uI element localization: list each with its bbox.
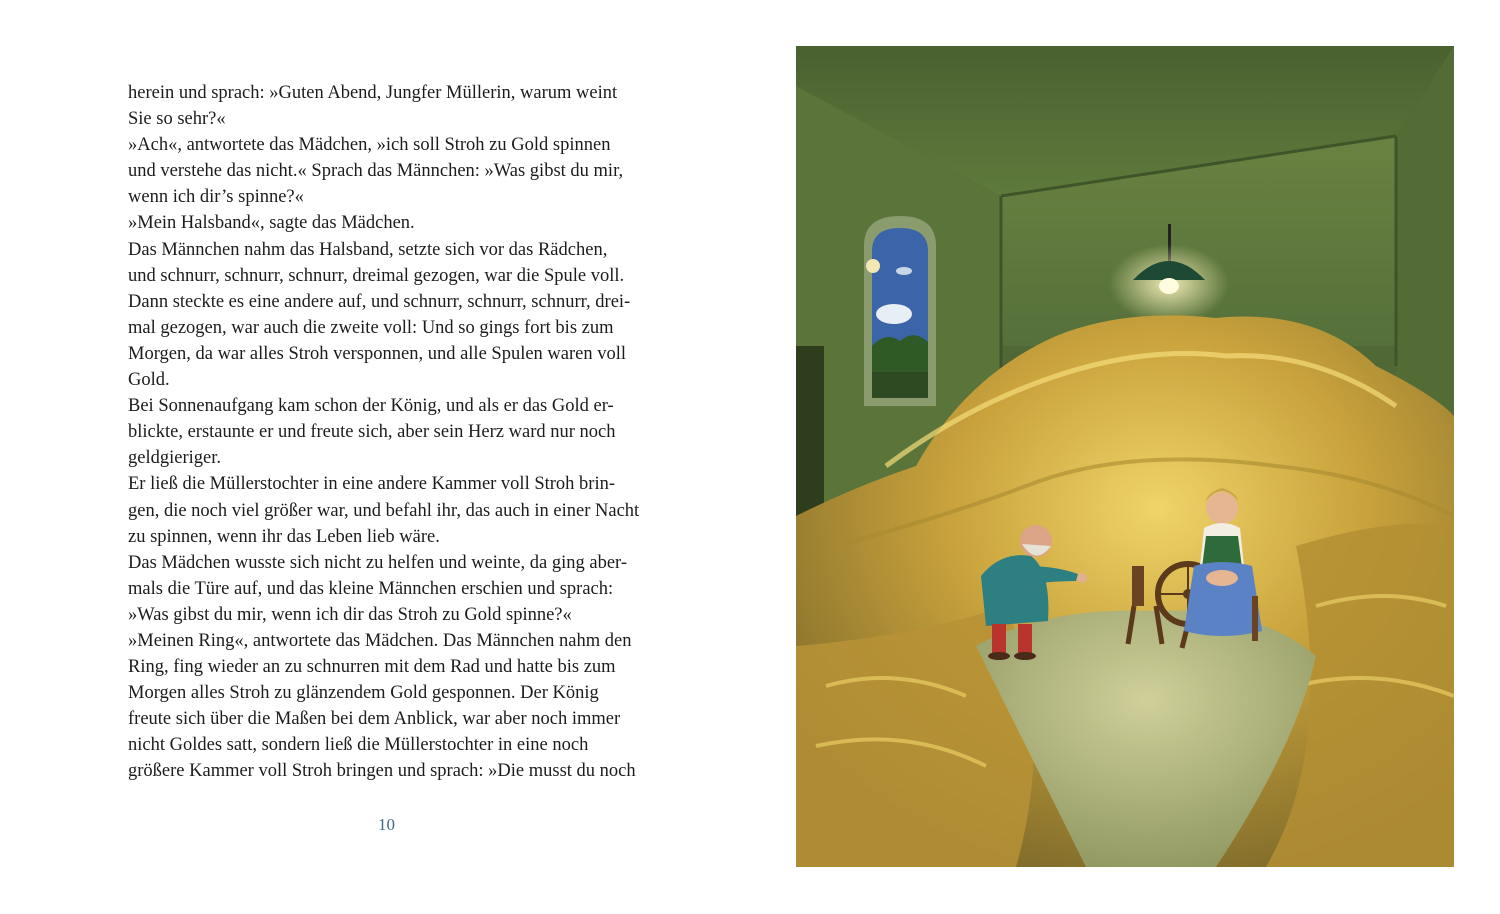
text-line: und schnurr, schnurr, schnurr, dreimal gezogen, war die Spule voll. <box>128 265 625 286</box>
text-line: mals die Türe auf, und das kleine Männchen erschien und sprach: <box>128 578 614 599</box>
text-line: Sie so sehr?« <box>128 109 226 130</box>
text-line: Bei Sonnenaufgang kam schon der König, und als er das Gold er- <box>128 396 614 417</box>
text-line: »Was gibst du mir, wenn ich dir das Stroh zu Gold spinne?« <box>128 604 572 625</box>
text-line: gen, die noch viel größer war, und befahl ihr, das auch in einer Nacht <box>128 500 640 521</box>
text-line: Das Mädchen wusste sich nicht zu helfen und weinte, da ging aber- <box>128 552 627 573</box>
illustration-painting <box>796 46 1454 867</box>
text-line: wenn ich dir’s spinne?« <box>128 187 304 208</box>
text-line: Dann steckte es eine andere auf, und schnurr, schnurr, schnurr, drei- <box>128 291 631 312</box>
text-line: blickte, erstaunte er und freute sich, aber sein Herz ward nur noch <box>128 422 616 443</box>
text-line: mal gezogen, war auch die zweite voll: Und so gings fort bis zum <box>128 317 614 338</box>
text-line: Das Männchen nahm das Halsband, setzte sich vor das Rädchen, <box>128 239 608 260</box>
text-line: »Mein Halsband«, sagte das Mädchen. <box>128 213 415 234</box>
text-line: größere Kammer voll Stroh bringen und sprach: »Die musst du noch <box>128 761 636 782</box>
text-line: nicht Goldes satt, sondern ließ die Müllerstochter in eine noch <box>128 735 589 756</box>
arched-window <box>864 216 936 406</box>
text-line: und verstehe das nicht.« Sprach das Männchen: »Was gibst du mir, <box>128 161 624 182</box>
story-text <box>128 80 668 785</box>
text-line: Morgen, da war alles Stroh versponnen, und alle Spulen waren voll <box>128 343 627 364</box>
text-line: Morgen alles Stroh zu glänzendem Gold gesponnen. Der König <box>128 683 599 704</box>
text-line: zu spinnen, wenn ihr das Leben lieb wäre. <box>128 526 440 547</box>
text-line: geldgieriger. <box>128 448 221 469</box>
text-line: »Ach«, antwortete das Mädchen, »ich soll Stroh zu Gold spinnen <box>128 135 611 156</box>
text-line: Er ließ die Müllerstochter in eine andere Kammer voll Stroh brin- <box>128 474 616 495</box>
text-line: Gold. <box>128 370 170 391</box>
text-line: freute sich über die Maßen bei dem Anblick, war aber noch immer <box>128 709 621 730</box>
page-number: 10 <box>378 815 395 834</box>
text-line: herein und sprach: »Guten Abend, Jungfer Müllerin, warum weint <box>128 83 618 103</box>
text-line: »Meinen Ring«, antwortete das Mädchen. Das Männchen nahm den <box>128 630 632 651</box>
text-line: Ring, fing wieder an zu schnurren mit dem Rad und hatte bis zum <box>128 657 616 678</box>
